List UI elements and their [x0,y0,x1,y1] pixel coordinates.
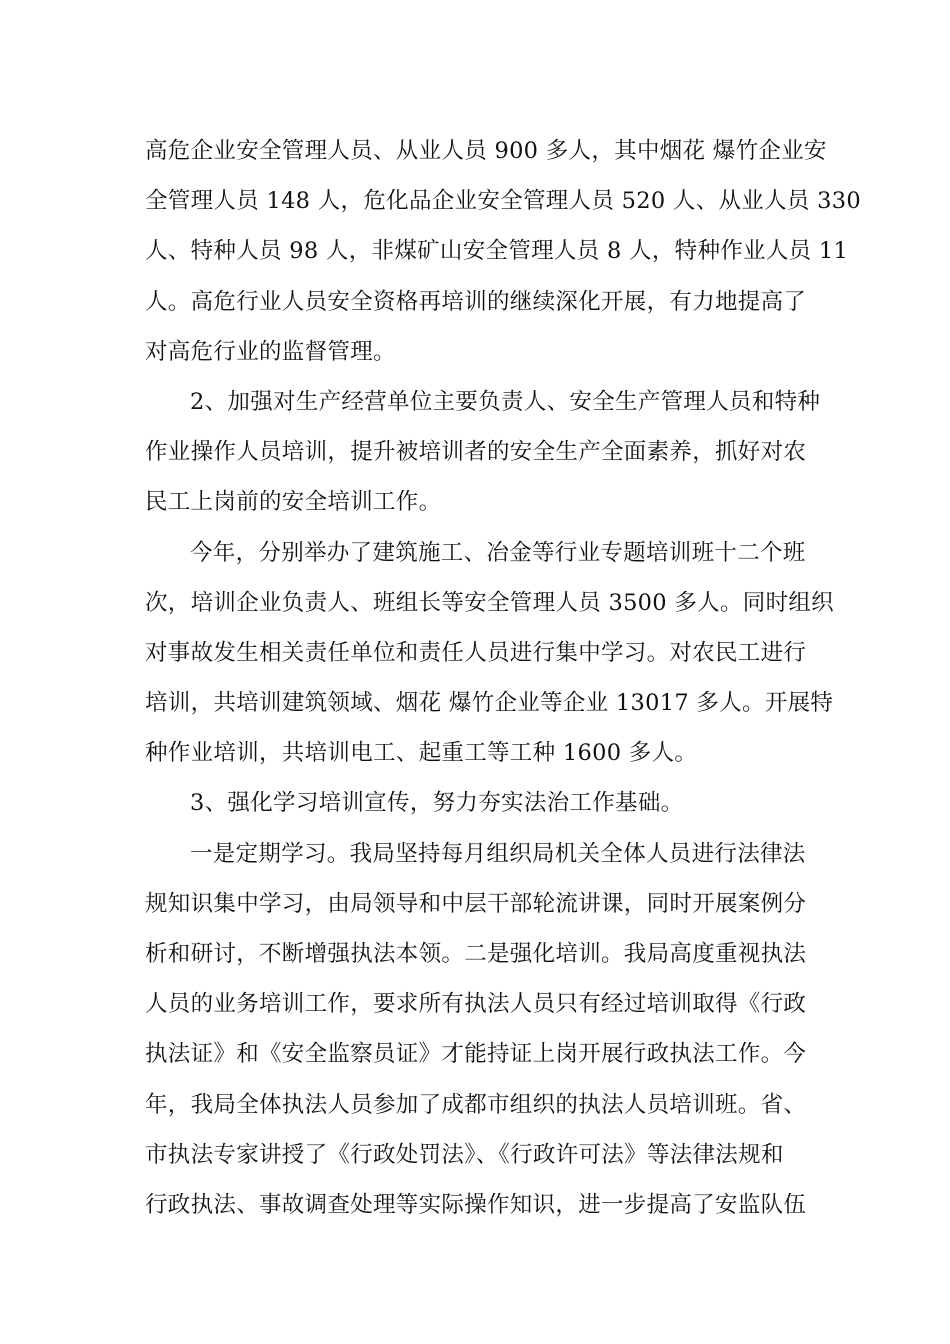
text-line: 全管理人员 148 人，危化品企业安全管理人员 520 人、从业人员 330 [145,188,861,215]
text-line: 年，我局全体执法人员参加了成都市组织的执法人员培训班。省、 [145,1091,807,1118]
paragraph-start: 今年，分别举办了建筑施工、冶金等行业专题培训班十二个班 [190,539,806,566]
text-line: 培训，共培训建筑领域、烟花 爆竹企业等企业 13017 多人。开展特 [145,690,834,717]
text-line: 人、特种人员 98 人，非煤矿山安全管理人员 8 人，特种作业人员 11 [145,238,849,265]
text-line: 执法证》和《安全监察员证》才能持证上岗开展行政执法工作。今 [145,1041,807,1068]
text-line: 析和研讨，不断增强执法本领。二是强化培训。我局高度重视执法 [145,941,807,967]
text-line: 人员的业务培训工作，要求所有执法人员只有经过培训取得《行政 [145,991,807,1018]
text-line: 高危企业安全管理人员、从业人员 900 多人，其中烟花 爆竹企业安 [145,138,827,164]
paragraph-start: 一是定期学习。我局坚持每月组织局机关全体人员进行法律法 [190,840,806,867]
text-line: 对高危行业的监督管理。 [145,338,396,365]
text-line: 次，培训企业负责人、班组长等安全管理人员 3500 多人。同时组织 [145,589,834,616]
text-line: 市执法专家讲授了《行政处罚法》、《行政许可法》等法律法规和 [145,1141,784,1168]
section-heading-2: 2、加强对生产经营单位主要负责人、安全生产管理人员和特种 [190,388,821,415]
text-line: 民工上岗前的安全培训工作。 [145,489,442,516]
text-line: 规知识集中学习，由局领导和中层干部轮流讲课，同时开展案例分 [145,890,807,917]
document-body [145,126,861,1230]
text-line: 行政执法、事故调查处理等实际操作知识，进一步提高了安监队伍 [145,1191,807,1218]
text-line: 作业操作人员培训，提升被培训者的安全生产全面素养，抓好对农 [145,439,807,466]
text-line: 人。高危行业人员安全资格再培训的继续深化开展，有力地提高了 [145,288,807,315]
section-heading-3: 3、强化学习培训宣传，努力夯实法治工作基础。 [190,790,684,817]
text-line: 对事故发生相关责任单位和责任人员进行集中学习。对农民工进行 [145,639,807,666]
text-line: 种作业培训，共培训电工、起重工等工种 1600 多人。 [145,740,698,767]
